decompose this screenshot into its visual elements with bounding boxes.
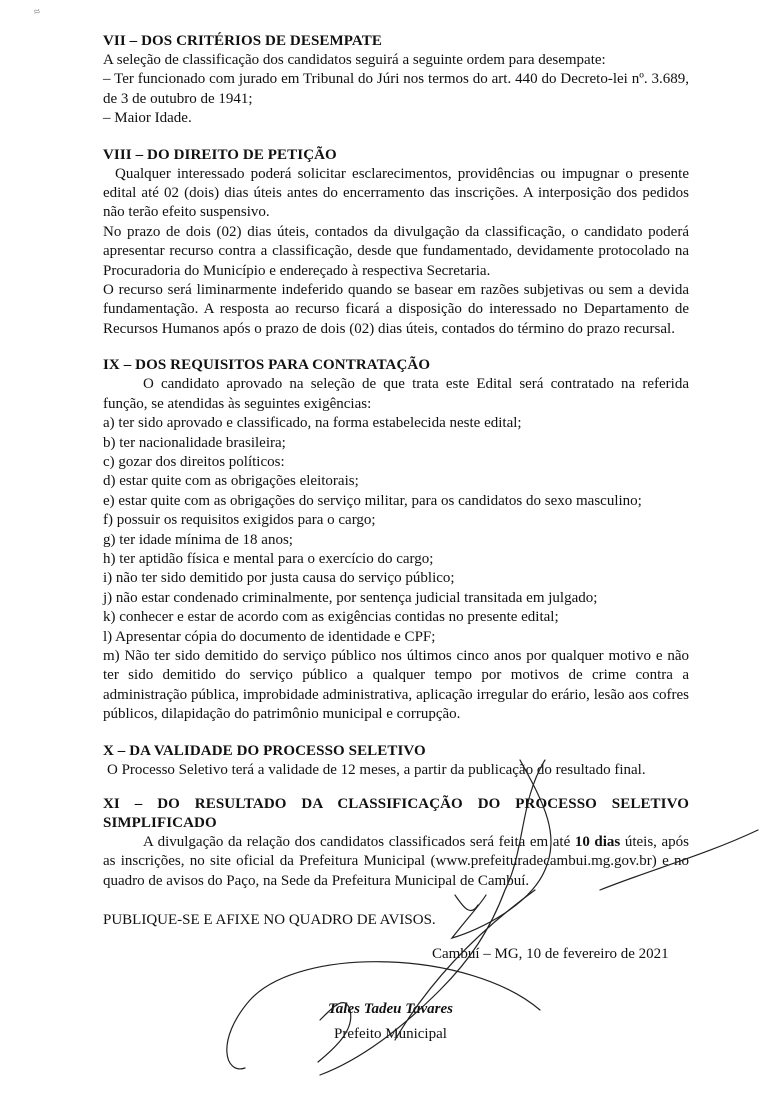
- section-x-text: O Processo Seletivo terá a validade de 12 meses, a partir da publicação do resultado final.: [107, 761, 646, 778]
- requirement-item-d: d) estar quite com as obrigações eleitorais;: [103, 473, 359, 490]
- requirement-item-i: i) não ter sido demitido por justa causa do serviço público;: [103, 570, 455, 587]
- section-vii-line-3: – Maior Idade.: [103, 110, 192, 127]
- section-xi: [103, 795, 689, 891]
- section-xi-text-part-1: A divulgação da relação dos candidatos classificados será feita em até: [143, 834, 575, 850]
- requirement-item-g: g) ter idade mínima de 18 anos;: [103, 531, 293, 548]
- section-vii-line-1: A seleção de classificação dos candidatos seguirá a seguinte ordem para desempate:: [103, 52, 606, 68]
- requirement-item-h: h) ter aptidão física e mental para o exercício do cargo;: [103, 550, 434, 567]
- requirement-item-b: b) ter nacionalidade brasileira;: [103, 434, 286, 451]
- section-xi-text-deadline: 10 dias: [574, 834, 621, 850]
- section-xi-heading-line-2: SIMPLIFICADO: [103, 815, 217, 831]
- section-viii: [103, 146, 689, 340]
- corner-scan-mark: ≈: [32, 5, 42, 19]
- signer-name: Tales Tadeu Tavares: [328, 1001, 454, 1017]
- requirement-item-j: j) não estar condenado criminalmente, por sentença judicial transitada em julgado;: [103, 589, 598, 606]
- section-vii: [103, 32, 689, 129]
- section-vii-line-2: – Ter funcionado com jurado em Tribunal do Júri nos termos do art. 440 do Decreto-lei nº. 3.689, de 3 de outubro de 1941;: [103, 71, 689, 107]
- requirement-item-k: k) conhecer e estar de acordo com as exigências contidas no presente edital;: [103, 609, 559, 626]
- section-viii-paragraph-2: No prazo de dois (02) dias úteis, contados da divulgação da classificação, o candidato poderá apresentar recurso contra a classificação, desde que fundamentado, devidamente protocolado na Procuradoria do Município e endereçado à respectiva Secretaria.: [103, 223, 689, 279]
- section-viii-paragraph-3: O recurso será liminarmente indeferido quando se basear em razões subjetivas ou sem a devida fundamentação. A resposta ao recurso ficará a disposição do interessado no Departamento de Recursos Humanos após o prazo de dois (02) dias úteis, contados do término do prazo recursal.: [103, 282, 689, 337]
- section-ix-heading: IX – DOS REQUISITOS PARA CONTRATAÇÃO: [103, 357, 431, 374]
- section-x: [103, 742, 689, 780]
- section-x-heading: X – DA VALIDADE DO PROCESSO SELETIVO: [103, 742, 426, 759]
- section-xi-text: [103, 833, 689, 891]
- signer-role: Prefeito Municipal: [334, 1026, 447, 1042]
- requirement-item-a: a) ter sido aprovado e classificado, na forma estabelecida neste edital;: [103, 415, 522, 432]
- requirement-item-l: l) Apresentar cópia do documento de identidade e CPF;: [103, 628, 436, 645]
- section-xi-text-part-2: úteis, após as inscrições, no site oficial da Prefeitura Municipal (www.prefeituradecambui.mg.gov.br) e no quadro de avisos do Paço, na Sede da Prefeitura Municipal de Cambuí.: [103, 834, 689, 889]
- publique-line: PUBLIQUE-SE E AFIXE NO QUADRO DE AVISOS.: [103, 912, 436, 929]
- requirement-item-f: f) possuir os requisitos exigidos para o cargo;: [103, 512, 376, 529]
- section-ix-intro: O candidato aprovado na seleção de que trata este Edital será contratado na referida função, se atendidas às seguintes exigências:: [103, 376, 689, 412]
- requirement-item-c: c) gozar dos direitos políticos:: [103, 453, 285, 470]
- section-xi-heading-line-1: XI – DO RESULTADO DA CLASSIFICAÇÃO DO PROCESSO SELETIVO: [103, 796, 689, 812]
- place-and-date: Cambuí – MG, 10 de fevereiro de 2021: [432, 946, 669, 962]
- section-vii-heading: VII – DOS CRITÉRIOS DE DESEMPATE: [103, 33, 382, 49]
- section-viii-heading: VIII – DO DIREITO DE PETIÇÃO: [103, 146, 337, 163]
- document-body: [103, 32, 689, 931]
- requirement-item-e: e) estar quite com as obrigações do serviço militar, para os candidatos do sexo masculino;: [103, 492, 642, 509]
- requirement-item-m: m) Não ter sido demitido do serviço público nos últimos cinco anos por qualquer motivo e não ter sido demitido do serviço público a qualquer tempo por motivos de crime contra a administração pública, improbidade administrativa, aplicação irregular do erário, lesão aos cofres públicos, dilapidação do patrimônio municipal e corrupção.: [103, 647, 689, 723]
- section-viii-paragraph-1: Qualquer interessado poderá solicitar esclarecimentos, providências ou impugnar o presente edital até 02 (dois) dias úteis antes do encerramento das inscrições. A interposição dos pedidos não terão efeito suspensivo.: [103, 165, 689, 221]
- section-ix: [103, 356, 689, 724]
